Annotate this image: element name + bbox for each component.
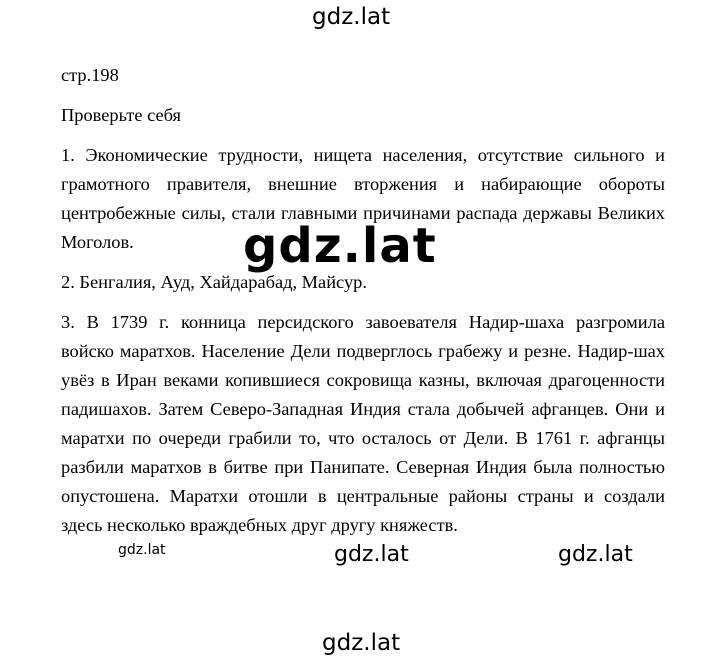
section-title: Проверьте себя xyxy=(61,105,181,125)
answer-1: 1. Экономические трудности, нищета населения, отсутствие сильного и грамотного правителя, внешние вторжения и набирающие обороты центробежные силы, стали главными причинами распада державы Великих Моголов. xyxy=(61,145,665,252)
watermark-small: gdz.lat xyxy=(118,542,166,558)
watermark-top: gdz.lat xyxy=(312,4,391,30)
document-body xyxy=(61,61,665,551)
watermark-large: gdz.lat xyxy=(243,218,437,274)
answer-3: 3. В 1739 г. конница персидского завоевателя Надир-шаха разгромила войско маратхов. Население Дели подверглось грабежу и резне. Надир-шах увёз в Иран веками копившиеся сокровища казны, включая драгоценности падишахов. Затем Северо-Западная Индия стала добычей афганцев. Они и маратхи по очереди грабили то, что осталось от Дели. В 1761 г. афганцы разбили маратхов в битве при Панипате. Северная Индия была полностью опустошена. Маратхи отошли в центральные районы страны и создали здесь несколько враждебных друг другу княжеств. xyxy=(61,312,665,535)
answer-2: 2. Бенгалия, Ауд, Хайдарабад, Майсур. xyxy=(61,272,367,292)
watermark-bottom: gdz.lat xyxy=(322,630,401,656)
page-reference: стр.198 xyxy=(61,65,119,85)
watermark-middle: gdz.lat xyxy=(334,542,409,567)
watermark-right: gdz.lat xyxy=(558,542,633,567)
